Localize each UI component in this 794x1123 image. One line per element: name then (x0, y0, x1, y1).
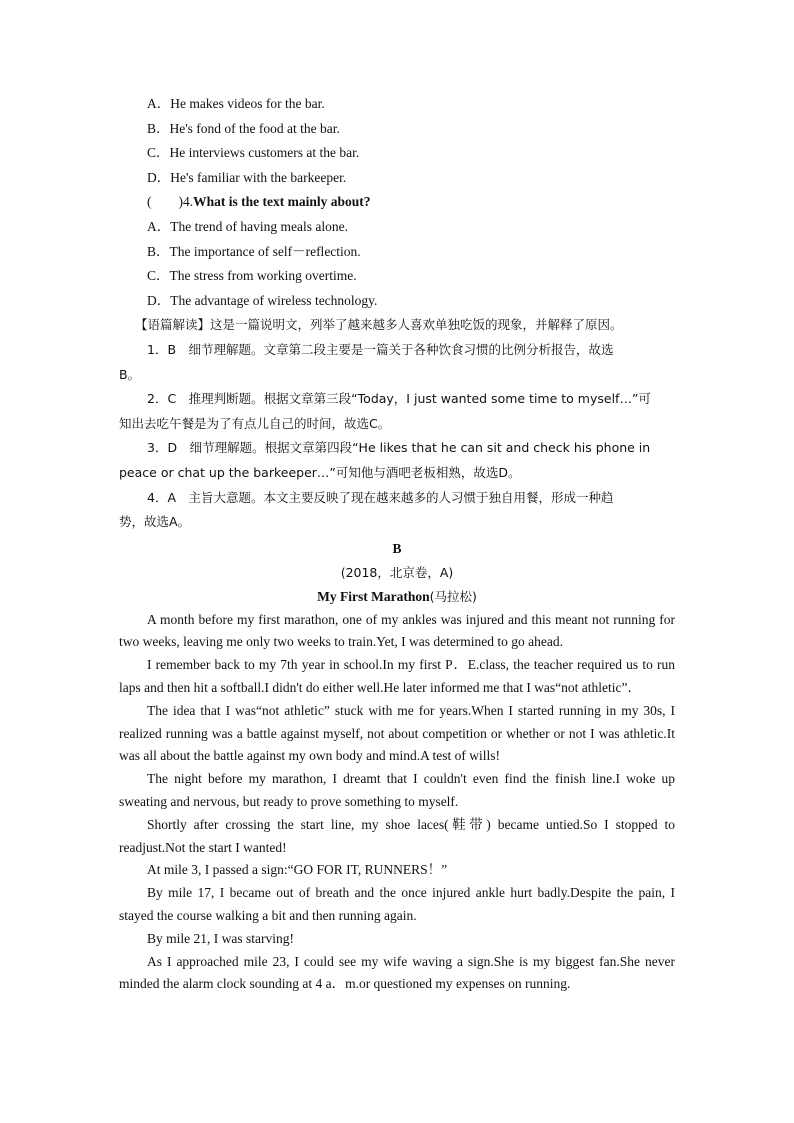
answer-2-line-1: 2．C 推理判断题。根据文章第三段“Today，I just wanted some time to myself…”可 (147, 391, 651, 407)
option-d: D．He's familiar with the barkeeper. (147, 169, 347, 185)
answer-3-line-1: 3．D 细节理解题。根据文章第四段“He likes that he can sit and check his phone in (147, 440, 651, 456)
document-page (119, 92, 675, 996)
paragraph: I remember back to my 7th year in school.In my first P．E.class, the teacher required us to run laps and then hit a softball.I didn't do either well.He later informed me that I was“not athletic”． (119, 657, 675, 696)
option-a: A．He makes videos for the bar. (147, 96, 325, 111)
section-letter: B (392, 540, 402, 556)
option-a: A．The trend of having meals alone. (147, 218, 348, 234)
passage-title-text: My First Marathon (317, 588, 430, 604)
answer-3-line-2: peace or chat up the barkeeper…”可知他与酒吧老板相熟，故选D。 (119, 464, 521, 480)
question-4-text: What is the text mainly about? (193, 194, 371, 210)
paragraph: At mile 3, I passed a sign:“GO FOR IT, RUNNERS！” (147, 862, 448, 878)
option-c: C．The stress from working overtime. (147, 268, 357, 284)
paragraph: The idea that I was“not athletic” stuck with me for years.When I started running in my 30s, I realized running was a battle against myself, not about competition or whether or not I was athletic.It was all about the battle against my own body and mind.A test of wills! (119, 702, 675, 764)
question-4 (119, 190, 675, 215)
answer-4-line-1: 4．A 主旨大意题。本文主要反映了现在越来越多的人习惯于独自用餐，形成一种趋 (147, 489, 614, 505)
option-b: B．The importance of self－reflection. (147, 243, 361, 259)
q3-options (119, 92, 675, 190)
paragraph: As I approached mile 23, I could see my wife waving a sign.She is my biggest fan.She never minded the alarm clock sounding at 4 a．m.or questioned my expenses on running. (119, 953, 675, 992)
option-d: D．The advantage of wireless technology. (147, 292, 378, 308)
answer-1-line-2: B。 (119, 366, 141, 382)
passage-title (119, 585, 675, 609)
answer-4-line-2: 势，故选A。 (119, 514, 191, 530)
option-c: C．He interviews customers at the bar. (147, 145, 360, 161)
paragraph: A month before my first marathon, one of my ankles was injured and this meant not running for two weeks, leaving me only two weeks to train.Yet, I was determined to go ahead. (119, 611, 675, 650)
question-4-prefix: ( )4. (147, 194, 194, 210)
analysis-intro: 【语篇解读】这是一篇说明文，列举了越来越多人喜欢单独吃饭的现象，并解释了原因。 (135, 317, 623, 333)
answer-2-line-2: 知出去吃午餐是为了有点儿自己的时间，故选C。 (119, 415, 391, 431)
section-source: (2018，北京卷，A) (340, 564, 454, 580)
answer-analysis (119, 313, 675, 534)
q4-options (119, 215, 675, 313)
answer-1-line-1: 1．B 细节理解题。文章第二段主要是一篇关于各种饮食习惯的比例分析报告，故选 (147, 341, 614, 357)
paragraph: The night before my marathon, I dreamt that I couldn't even find the finish line.I woke up sweating and nervous, but ready to prove something to myself. (119, 771, 675, 810)
passage-body (119, 609, 675, 997)
paragraph: By mile 17, I became out of breath and the once injured ankle hurt badly.Despite the pain, I stayed the course walking a bit and then running again. (119, 885, 675, 924)
option-b: B．He's fond of the food at the bar. (147, 120, 340, 136)
paragraph: By mile 21, I was starving! (147, 930, 294, 946)
passage-title-cn: (马拉松) (429, 588, 477, 604)
paragraph: Shortly after crossing the start line, my shoe laces(鞋带) became untied.So I stopped to readjust.Not the start I wanted! (119, 816, 675, 855)
